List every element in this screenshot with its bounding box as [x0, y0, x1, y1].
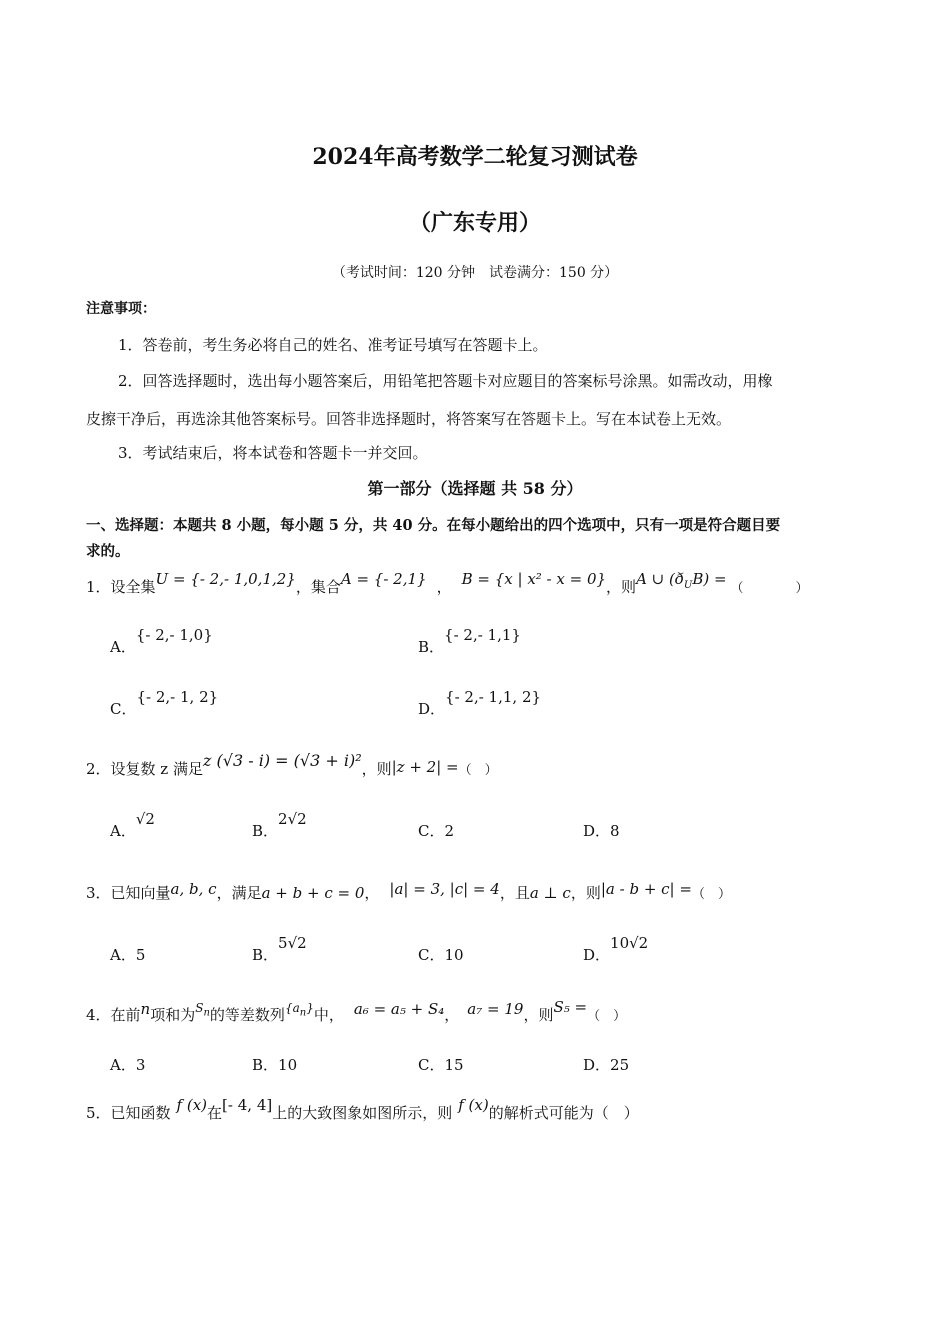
question-4: 4．在前n项和为$^{S_n}$的等差数列$^{\{a_n\}}$中， a₆ = a₅ + S₄， a₇ = 19，则S₅ =（ ）	[86, 998, 627, 1024]
q1-option-d: D．{- 2,- 1,1, 2}	[418, 688, 542, 718]
q4-option-c: C．15	[418, 1056, 464, 1074]
q4-option-a: A．3	[110, 1056, 146, 1074]
q1-mid1: ，集合	[295, 578, 341, 596]
q3-option-b: B．5√2	[252, 934, 307, 964]
q1-mid2: ，	[436, 578, 452, 596]
page-title: 2024年高考数学二轮复习测试卷	[312, 144, 638, 170]
q1-option-c: C．{- 2,- 1, 2}	[110, 688, 219, 718]
q2-answer-paren: （ ）	[458, 763, 498, 778]
q2-expression: |z + 2| =	[391, 758, 459, 776]
q3-answer-paren: （ ）	[691, 887, 731, 902]
q2-option-c: C．2	[418, 822, 455, 840]
part1-heading: 第一部分（选择题 共 58 分）	[367, 479, 583, 498]
exam-info: （考试时间：120 分钟 试卷满分：150 分）	[331, 265, 619, 281]
notice-item-2-line2: 皮擦干净后，再选涂其他答案标号。回答非选择题时，将答案写在答题卡上。写在本试卷上无效。	[86, 410, 732, 428]
q4-answer-paren: （ ）	[587, 1009, 627, 1024]
notice-item-2-line1: 2．回答选择题时，选出每小题答案后，用铅笔把答题卡对应题目的答案标号涂黑。如需改动，用橡	[118, 372, 773, 390]
q1-option-b: B．{- 2,- 1,1}	[418, 626, 521, 656]
page-subtitle: （广东专用）	[408, 210, 541, 236]
q1-answer-paren: （ ）	[730, 581, 809, 596]
q3-option-d: D．10√2	[583, 934, 649, 964]
q2-option-a: A．√2	[110, 810, 155, 840]
q2-option-b: B．2√2	[252, 810, 307, 840]
q1-mid3: ，则	[606, 578, 637, 596]
q4-option-b: B．10	[252, 1056, 298, 1074]
section-instruction-line2: 求的。	[86, 543, 130, 560]
q2-option-d: D．8	[583, 822, 620, 840]
q1-expression: A ∪ $(ð_UB)$ =	[636, 570, 727, 591]
section-instruction-line1: 一、选择题：本题共 8 小题，每小题 5 分，共 40 分。在每小题给出的四个选项中，只有一项是符合题目要	[86, 517, 781, 534]
question-5: 5．已知函数 f (x)在[- 4, 4]上的大致图象如图所示，则 f (x)的解析式可能为（ ）	[86, 1096, 639, 1122]
q1-set-b: B = {x | x² - x = 0}	[461, 570, 607, 588]
q1-option-a: A．{- 2,- 1,0}	[110, 626, 213, 656]
notice-item-1: 1．答卷前，考生务必将自己的姓名、准考证号填写在答题卡上。	[118, 336, 548, 354]
q3-option-a: A．5	[110, 946, 146, 964]
q1-prefix: 1．设全集	[86, 578, 156, 596]
question-3: 3．已知向量a, b, c，满足a + b + c = 0， |a| = 3, |c| = 4，且a ⊥ c，则|a - b + c| =（ ）	[86, 880, 731, 902]
q2-equation: z (√3 - i) = (√3 + i)²	[202, 751, 362, 770]
question-2: 2．设复数 z 满足z (√3 - i) = (√3 + i)²，则|z + 2| =（ ）	[86, 751, 498, 778]
q1-set-u: U = {- 2,- 1,0,1,2}	[155, 570, 296, 588]
question-1	[86, 570, 809, 599]
notice-heading: 注意事项：	[86, 301, 156, 317]
notice-item-3: 3．考试结束后，将本试卷和答题卡一并交回。	[118, 444, 428, 462]
q3-option-c: C．10	[418, 946, 464, 964]
q1-set-a: A = {- 2,1}	[340, 570, 427, 588]
q4-option-d: D．25	[583, 1056, 630, 1074]
